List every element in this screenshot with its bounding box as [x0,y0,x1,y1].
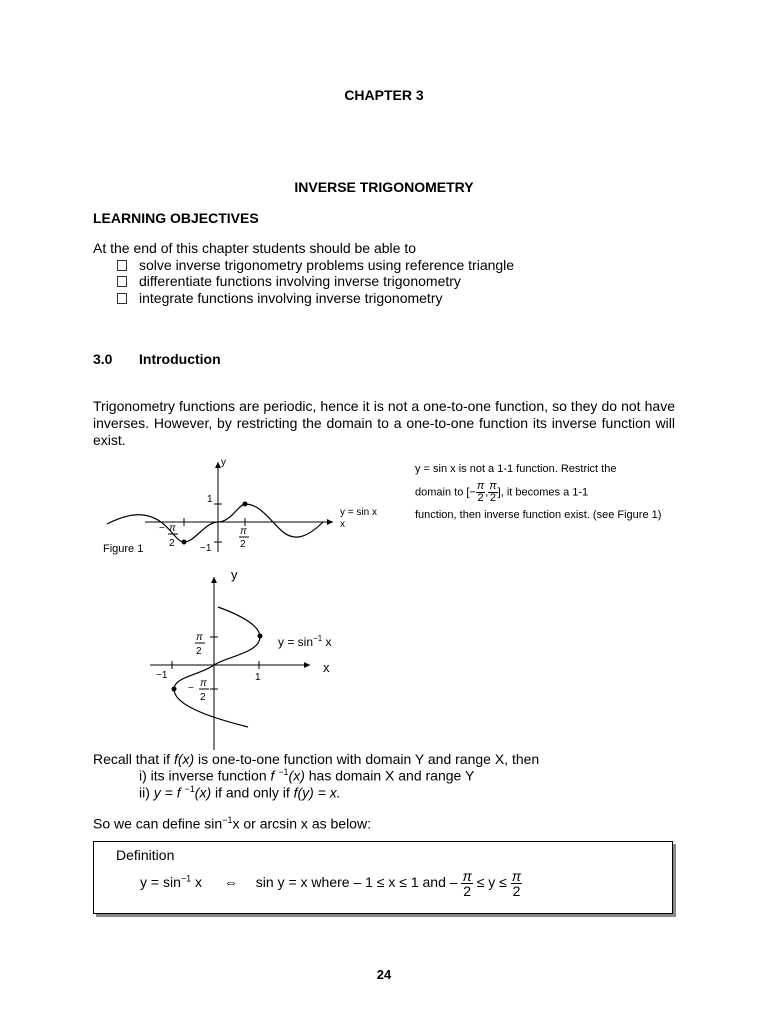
objectives-intro: At the end of this chapter students should be able to [93,240,416,256]
equivalence-arrow-icon: ⇔ [223,874,238,891]
tick-label-two: 2 [200,692,206,703]
endpoint-dot [172,687,177,692]
checkbox-bullet-icon [117,293,127,304]
objective-item: integrate functions involving inverse trigonometry [117,290,443,306]
tick-label-two: 2 [196,646,202,657]
tick-label-pi: π [200,678,207,689]
endpoint-dot [243,502,248,507]
tick-label-neg1: −1 [200,543,212,554]
arcsin-curve [174,607,260,727]
curve-label: $y = \sin^{-1} x$ [278,634,332,649]
tick-label-pi: π [196,632,203,643]
definition-box [93,841,673,914]
x-axis-label: x [323,660,330,675]
objectives-heading: LEARNING OBJECTIVES [93,210,259,226]
endpoint-dot [258,634,263,639]
tick-label-1: 1 [255,672,261,683]
chapter-heading: CHAPTER 3 [344,87,424,103]
definition-formula: $y = \sin^{-1} x$ ⇔ sin y = x where – 1 ≤ x ≤ 1 and – $\frac{\pi}{2}$ ≤ y ≤ $\frac{\pi}{2}$ [140,868,522,899]
tick-label-minus: − [188,683,194,694]
figure1-sine-graph [95,452,395,562]
checkbox-bullet-icon [117,276,127,287]
y-axis-label: y [231,567,238,582]
chapter-title: INVERSE TRIGONOMETRY [294,179,474,195]
intro-paragraph: Trigonometry functions are periodic, hence it is not a one-to-one function, so they do not have inverses. However, by restricting the domain to a one-to-one function its inverse function will exist. [93,398,675,448]
recall-item-2: ii) y = f $^{-1}$(x) if and only if f(y) = x. [139,784,341,801]
definition-heading: Definition [116,847,175,863]
tick-label-minus: − [159,523,165,534]
objective-item: differentiate functions involving inverse trigonometry [117,273,461,289]
curve-label: y = sin x [340,507,377,518]
tick-label-pi: π [169,523,176,534]
tick-label-two: 2 [169,538,175,549]
tick-label-neg1: −1 [156,670,168,681]
tick-label-two: 2 [240,539,246,550]
figure2-arcsin-graph [130,565,370,755]
page-number: 24 [376,967,392,982]
define-line: So we can define $\sin^{-1}x$ or arcsin x as below: [93,815,371,832]
recall-line: Recall that if f(x) is one-to-one function with domain Y and range X, then [93,751,540,767]
figure-caption: Figure 1 [103,543,144,555]
side-note: y = sin x is not a 1-1 function. Restrict the domain to [− $\frac{\pi}{2}$ , $\frac{\pi}{2}$ ], it becomes a 1-1 function, then inverse function exist. (see Figure 1) [415,463,662,521]
x-axis-label: x [340,519,345,530]
tick-label-pi: π [240,526,247,537]
objective-item: solve inverse trigonometry problems using reference triangle [117,257,514,273]
sine-curve [107,504,323,542]
endpoint-dot [182,540,187,545]
section-number: 3.0 [93,351,113,367]
section-title: Introduction [139,351,221,367]
checkbox-bullet-icon [117,260,127,271]
recall-item-1: i) its inverse function f $^{-1}$(x) has domain X and range Y [139,767,475,784]
tick-label-1: 1 [207,494,213,505]
y-axis-label: y [221,457,226,468]
